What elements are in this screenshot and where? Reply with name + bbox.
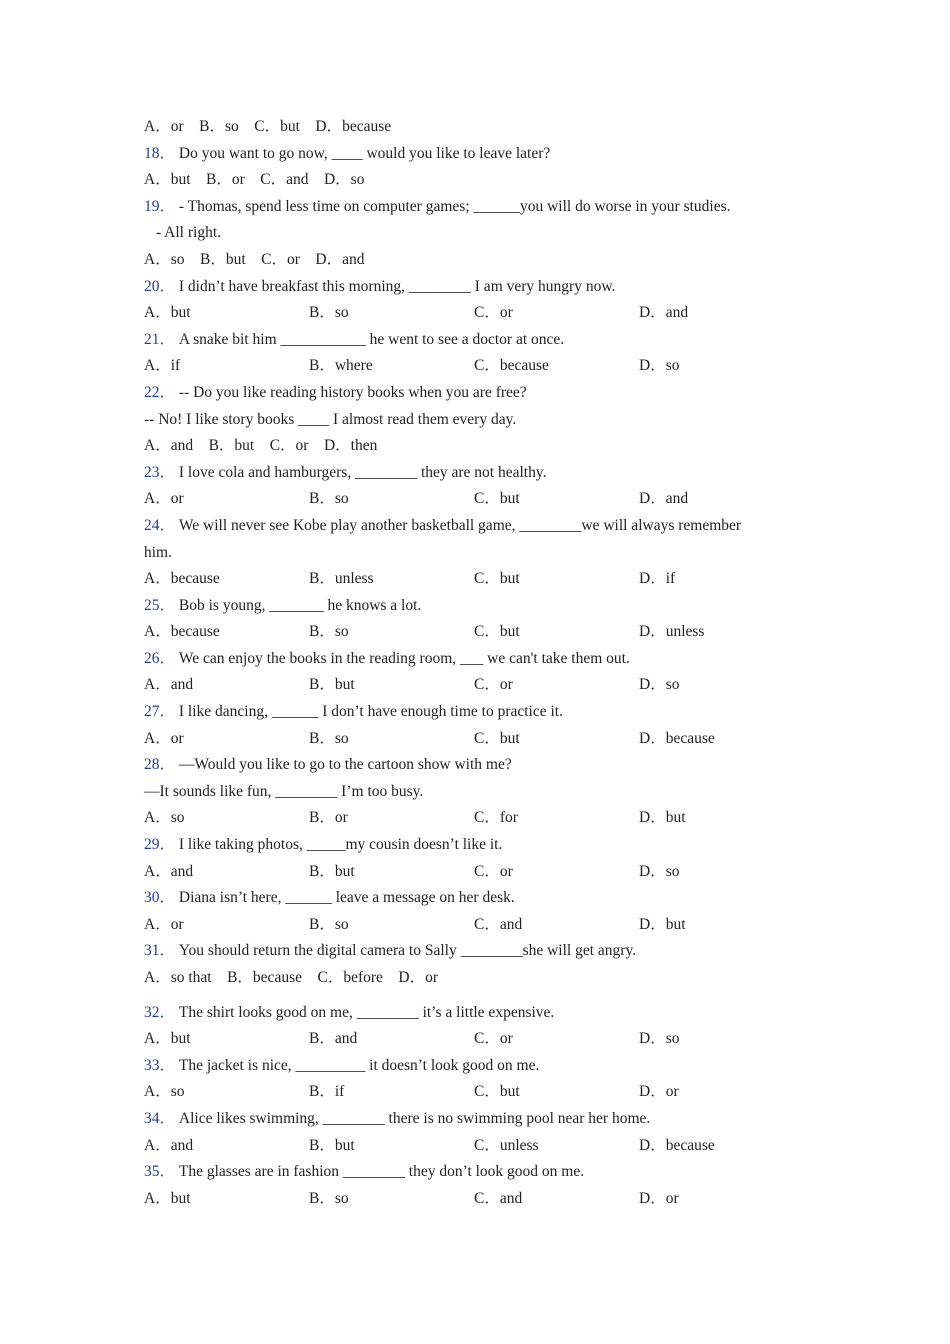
q32-number: 32． [144, 1003, 176, 1021]
q21-text: A snake bit him ___________ he went to see a doctor at once. [178, 330, 565, 348]
option-b: B．if [309, 1083, 345, 1101]
option-b: B．so [309, 915, 349, 933]
option-c: C．but [474, 490, 520, 508]
option-d: D．and [639, 490, 689, 508]
option-c: C．but [474, 729, 520, 747]
option-b: B．but [309, 1136, 355, 1154]
option-c: C．and [474, 915, 523, 933]
q30-number: 30． [144, 889, 176, 907]
q28-reply: —It sounds like fun, ________ I’m too busy. [144, 782, 424, 800]
q23-options [144, 486, 804, 513]
q27-number: 27． [144, 703, 176, 721]
option-d: D．so [639, 676, 680, 694]
option-a: A．or [144, 915, 184, 933]
option-c: C．but [474, 623, 520, 641]
q20-stem [144, 274, 804, 301]
q35-stem [144, 1159, 804, 1186]
option-b: B．so [309, 1189, 349, 1207]
option-c: C．or [474, 862, 513, 880]
option-d: D．and [639, 304, 689, 322]
q35-text: The glasses are in fashion ________ they don’t look good on me. [178, 1163, 585, 1181]
q22-number: 22． [144, 383, 176, 401]
q27-text: I like dancing, ______ I don’t have enough time to practice it. [178, 703, 563, 721]
q28-stem [144, 752, 804, 779]
option-c: C．unless [474, 1136, 539, 1154]
q22-stem [144, 380, 804, 407]
option-a: A．or [144, 729, 184, 747]
q26-options [144, 672, 804, 699]
option-d: D．or [639, 1083, 679, 1101]
q25-options [144, 619, 804, 646]
q19-stem [144, 194, 804, 221]
q27-stem [144, 699, 804, 726]
q33-options [144, 1079, 804, 1106]
q33-number: 33． [144, 1056, 176, 1074]
option-a: A．but [144, 304, 191, 322]
q29-number: 29． [144, 836, 176, 854]
option-b: B．and [309, 1030, 358, 1048]
option-b: B．but [309, 862, 355, 880]
option-d: D．if [639, 570, 676, 588]
q23-stem [144, 460, 804, 487]
q22-options: A．and B．but C．or D．then [144, 437, 378, 455]
option-c: C．for [474, 809, 518, 827]
q30-options [144, 912, 804, 939]
q21-number: 21． [144, 330, 176, 348]
q24-options [144, 566, 804, 593]
q25-number: 25． [144, 596, 176, 614]
q34-number: 34． [144, 1109, 176, 1127]
q25-text: Bob is young, _______ he knows a lot. [178, 596, 422, 614]
q26-stem [144, 646, 804, 673]
option-c: C．or [474, 304, 513, 322]
option-a: A．or [144, 490, 184, 508]
q31-text: You should return the digital camera to Sally ________she will get angry. [178, 942, 637, 960]
q35-options [144, 1186, 804, 1213]
q19-reply: - All right. [156, 224, 222, 242]
option-d: D．unless [639, 623, 705, 641]
q32-options [144, 1026, 804, 1053]
option-b: B．or [309, 809, 348, 827]
q33-text: The jacket is nice, _________ it doesn’t look good on me. [178, 1056, 540, 1074]
option-a: A．and [144, 676, 194, 694]
option-c: C．but [474, 570, 520, 588]
option-c: C．and [474, 1189, 523, 1207]
option-b: B．unless [309, 570, 374, 588]
option-a: A．because [144, 623, 220, 641]
option-b: B．so [309, 490, 349, 508]
q25-stem [144, 593, 804, 620]
q28-options [144, 805, 804, 832]
q31-stem [144, 938, 804, 965]
q18-stem [144, 141, 804, 168]
option-d: D．or [639, 1189, 679, 1207]
q31-number: 31． [144, 942, 176, 960]
option-a: A．and [144, 862, 194, 880]
option-a: A．because [144, 570, 220, 588]
q18-options: A．but B．or C．and D．so [144, 171, 365, 189]
option-a: A．but [144, 1030, 191, 1048]
q34-stem [144, 1106, 804, 1133]
option-a: A．and [144, 1136, 194, 1154]
option-d: D．but [639, 809, 686, 827]
q26-number: 26． [144, 649, 176, 667]
option-c: C．or [474, 1030, 513, 1048]
q22-reply: -- No! I like story books ____ I almost read them every day. [144, 410, 517, 428]
q20-options [144, 300, 804, 327]
option-a: A．if [144, 357, 181, 375]
option-b: B．but [309, 676, 355, 694]
q35-number: 35． [144, 1163, 176, 1181]
q19-number: 19． [144, 197, 176, 215]
worksheet [144, 114, 804, 1212]
option-d: D．because [639, 729, 715, 747]
q18-text: Do you want to go now, ____ would you like to leave later? [178, 144, 551, 162]
option-d: D．so [639, 357, 680, 375]
q19-options: A．so B．but C．or D．and [144, 250, 365, 268]
q29-options [144, 859, 804, 886]
q34-options [144, 1133, 804, 1160]
option-c: C．because [474, 357, 549, 375]
q18-number: 18． [144, 144, 176, 162]
q32-text: The shirt looks good on me, ________ it’s a little expensive. [178, 1003, 555, 1021]
q24-continuation: him. [144, 543, 172, 561]
q30-stem [144, 885, 804, 912]
option-b: B．so [309, 623, 349, 641]
q20-text: I didn’t have breakfast this morning, ________ I am very hungry now. [178, 277, 616, 295]
q20-number: 20． [144, 277, 176, 295]
option-d: D．so [639, 862, 680, 880]
q29-text: I like taking photos, _____my cousin doesn’t like it. [178, 836, 503, 854]
q32-stem [144, 1000, 804, 1027]
option-d: D．so [639, 1030, 680, 1048]
option-a: A．so [144, 809, 185, 827]
q31-options: A．so that B．because C．before D．or [144, 969, 439, 986]
spacer [144, 992, 804, 1000]
option-a: A．so [144, 1083, 185, 1101]
q19-text: - Thomas, spend less time on computer games; ______you will do worse in your studies. [178, 197, 731, 215]
q34-text: Alice likes swimming, ________ there is no swimming pool near her home. [178, 1109, 651, 1127]
option-d: D．because [639, 1136, 715, 1154]
option-a: A．but [144, 1189, 191, 1207]
q24-number: 24． [144, 516, 176, 534]
q27-options [144, 726, 804, 753]
option-c: C．but [474, 1083, 520, 1101]
option-c: C．or [474, 676, 513, 694]
option-b: B．so [309, 729, 349, 747]
q30-text: Diana isn’t here, ______ leave a message on her desk. [178, 889, 515, 907]
q17-options: A．or B．so C．but D．because [144, 118, 392, 135]
q28-number: 28． [144, 756, 176, 774]
q33-stem [144, 1053, 804, 1080]
q21-stem [144, 327, 804, 354]
q24-stem [144, 513, 804, 540]
option-b: B．where [309, 357, 373, 375]
q21-options [144, 353, 804, 380]
q29-stem [144, 832, 804, 859]
q24-text: We will never see Kobe play another basketball game, ________we will always remember [178, 516, 742, 534]
q23-text: I love cola and hamburgers, ________ they are not healthy. [178, 463, 547, 481]
q22-text: -- Do you like reading history books when you are free? [178, 383, 527, 401]
q28-text: —Would you like to go to the cartoon show with me? [178, 756, 512, 774]
q26-text: We can enjoy the books in the reading room, ___ we can't take them out. [178, 649, 630, 667]
q23-number: 23． [144, 463, 176, 481]
option-d: D．but [639, 915, 686, 933]
option-b: B．so [309, 304, 349, 322]
